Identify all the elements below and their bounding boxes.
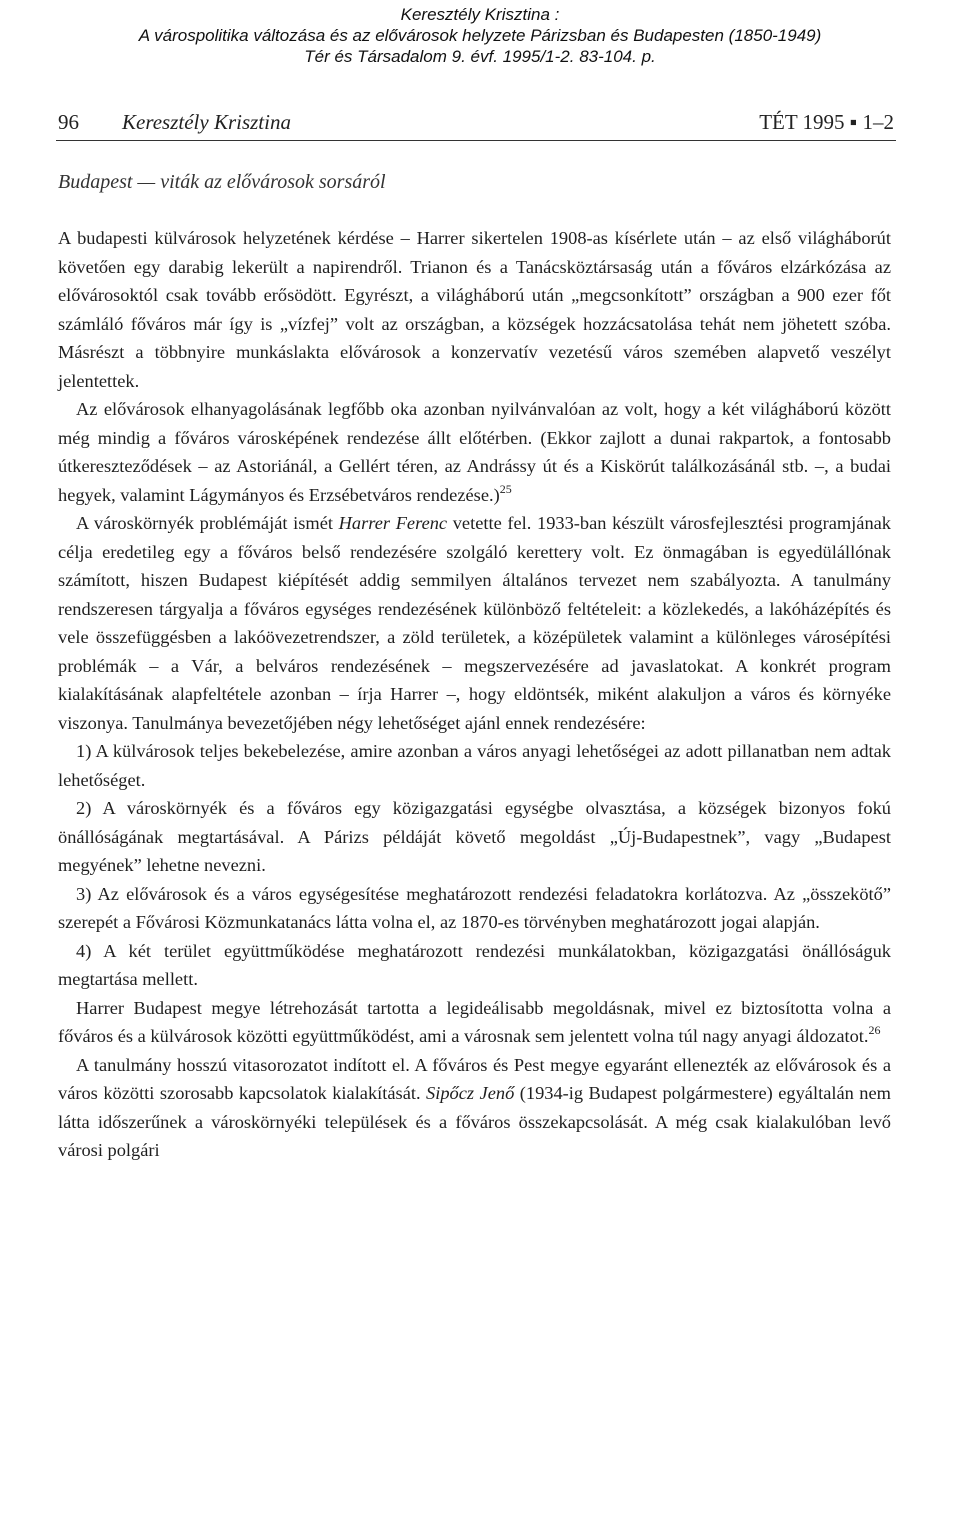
paragraph <box>58 509 891 737</box>
citation-title: A várospolitika változása és az elővárosok helyzete Párizsban és Budapesten (1850-1949) <box>138 26 822 45</box>
paragraph-text: A tanulmány hosszú vitasorozatot indított el. A főváros és Pest megye egyaránt ellenezték az elővárosok és a város közötti szorosabb kapcsolatok kialakítását. <box>58 1054 891 1103</box>
footnote-ref: 26 <box>868 1023 881 1037</box>
running-head-journal: TÉT 1995 ▪ 1–2 <box>759 110 894 134</box>
list-item: 2) A városkörnyék és a főváros egy közigazgatási egységbe olvasztása, a községek bizonyos fokú önállóságának megtartásával. A Párizs példáját követő megoldást „Új-Budapestnek”, vagy „Budapest megyének” lehetne nevezni. <box>58 798 891 875</box>
paragraph <box>58 224 891 395</box>
running-head <box>56 108 896 141</box>
citation-source: Tér és Társadalom 9. évf. 1995/1-2. 83-104. p. <box>304 47 656 66</box>
footnote-ref: 25 <box>499 481 512 496</box>
paragraph <box>58 994 891 1051</box>
person-name: Harrer Ferenc <box>338 513 448 533</box>
paragraph-text: A budapesti külvárosok helyzetének kérdése – Harrer sikertelen 1908-as kísérlete után – az első világháborút követően egy darabig lekerült a napirendről. Trianon és a Tanácsköztársaság után a főváros elzárkózása az elővárosoktól csak tovább erősödött. Egyrészt, a világháború után „megcsonkított” országban a 900 ezer főt számláló főváros már így is „vízfej” volt az országban, a községek hozzácsatolása tehát nem jöhetett szóba. Másrészt a többnyire munkáslakta elővárosok a konzervatív vezetésű város szemében alapvető veszélyt jelentettek. <box>58 228 891 391</box>
list-item: 3) Az elővárosok és a város egységesítése meghatározott rendezési feladatokra korlátozva. Az „összekötő” szerepét a Fővárosi Közmunkatanács látta volna el, az 1870-es törvényben meghatározott jogai alapján. <box>58 883 891 932</box>
paragraph-text: Az elővárosok elhanyagolásának legfőbb oka azonban nyilvánvalóan az volt, hogy a két világháború között még mindig a főváros városképének rendezése állt előtérben. (Ekkor zajlott a dunai rakpartok, a fontosabb útkereszteződések – az Astoriánál, a Gellért téren, az Andrássy út és a Kiskörút találkozásánál stb. –, a budai hegyek, valamint Lágymányos és Erzsébetváros rendezése.) <box>58 399 891 505</box>
citation-header <box>0 4 960 67</box>
paragraph-text: A városkörnyék problémáját ismét <box>76 513 339 533</box>
paragraph <box>58 1051 891 1165</box>
paragraph-text: Harrer Budapest megye létrehozását tartotta a legideálisabb megoldásnak, mivel ez biztosította volna a főváros és a külvárosok közötti együttműködést, ami a városnak sem jelentett volna túl nagy anyagi áldozatot. <box>58 997 891 1046</box>
list-item: 1) A külvárosok teljes bekebelezése, amire azonban a város anyagi lehetőségei az adott pillanatban nem adtak lehetőséget. <box>58 741 891 790</box>
paragraph-text: vetette fel. 1933-ban készült városfejlesztési programjának célja eredetileg egy a főváros belső rendezésére szolgáló kerettery volt. Ez önmagában is egyedülállónak számított, hiszen Budapest kiépítését addig semmilyen általános tervezet nem szabályozta. A tanulmány rendszeresen tárgyalja a főváros egységes rendezésének különböző feltételeit: a közlekedés, a lakóházépítés és vele összefüggésben a lakóövezetrendszer, a zöld területek, a középületek valamint a különleges városépítési problémák – a Vár, a belváros rendezésének – megszervezésére ad javaslatokat. A konkrét program kialakításának alapfeltétele azonban – írja Harrer –, hogy eldöntsék, miként alakuljon a város és környéke viszonya. Tanulmánya bevezetőjében négy lehetőséget ajánl ennek rendezésére: <box>58 513 891 733</box>
person-name: Sipőcz Jenő <box>426 1083 515 1103</box>
paragraph-text: (1934-ig Budapest polgármestere) egyáltalán nem látta időszerűnek a városkörnyéki települések és a főváros összekapcsolását. A még csak kialakulóban levő városi polgári <box>58 1083 891 1160</box>
citation-author: Keresztély Krisztina : <box>400 5 560 24</box>
running-head-author: Keresztély Krisztina <box>122 110 291 134</box>
list-item: 4) A két terület együttműködése meghatározott rendezési munkálatokban, közigazgatási önállóságuk megtartása mellett. <box>58 940 891 989</box>
paragraph <box>58 395 891 509</box>
page-number: 96 <box>58 110 79 134</box>
body-text <box>58 224 891 1165</box>
section-title: Budapest — viták az elővárosok sorsáról <box>58 171 386 193</box>
